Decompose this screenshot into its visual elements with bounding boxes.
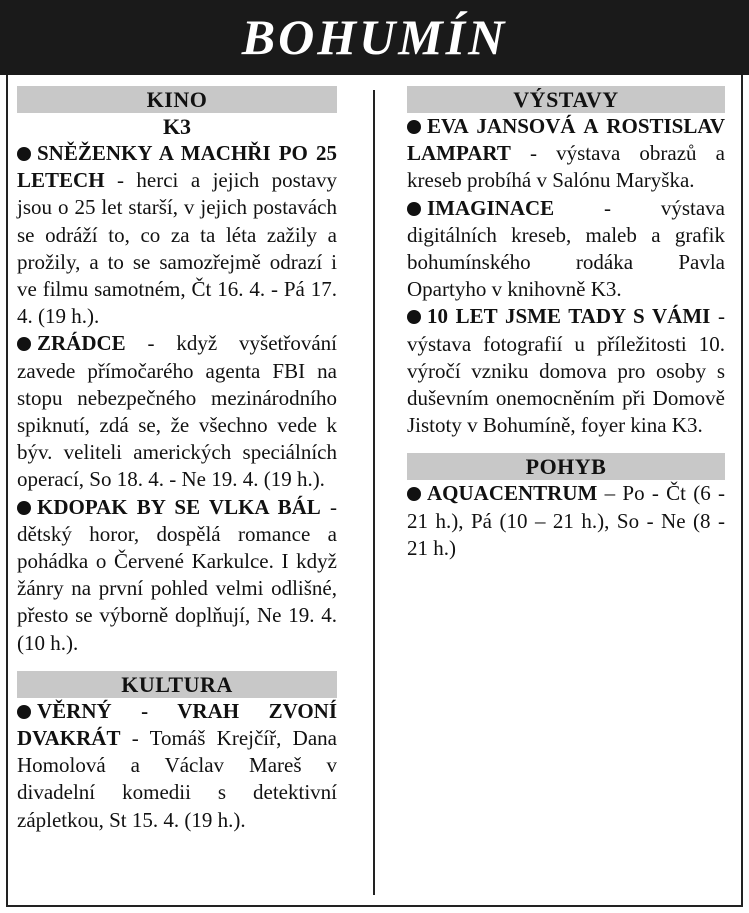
event-title: VĚRNÝ - VRAH ZVONÍ DVAKRÁT — [17, 698, 337, 751]
left-column — [17, 86, 337, 834]
event-title: 10 LET JSME TADY S VÁMI — [427, 304, 711, 329]
page-title: BOHUMÍN — [241, 9, 508, 65]
masthead — [0, 0, 749, 75]
spacer — [407, 439, 725, 453]
event-description: - Tomáš Krejčíř, Dana Homolová a Václav Mareš v divadelní komedii s detektivní zápletkou, St 15. 4. (19 h.). — [17, 726, 337, 832]
section-heading-kino: KINO — [17, 86, 337, 113]
bullet-icon — [407, 487, 421, 501]
event-description: - výstava obrazů a kreseb probíhá v Salónu Maryška. — [407, 141, 725, 193]
bullet-icon — [17, 337, 31, 351]
bullet-icon — [17, 147, 31, 161]
bullet-icon — [17, 501, 31, 515]
event-description: - když vyšetřování zavede přímočarého agenta FBI na stopu nebezpečného mezinárodního spiknutí, zdá se, že všechno vede k býv. veliteli amerických speciálních operací, So 18. 4. - Ne 19. 4. (19 h.). — [17, 331, 337, 492]
bullet-icon — [17, 705, 31, 719]
section-heading-kultura: KULTURA — [17, 671, 337, 698]
event-entry — [407, 303, 725, 439]
event-title: IMAGINACE — [427, 195, 555, 220]
event-entry — [17, 140, 337, 330]
event-description: - herci a jejich postavy jsou o 25 let starší, v jejich postavách se odráží to, co za ta léta zažily a prožily, a to se samozřejmě odrazí i ve filmu samotném, Čt 16. 4. - Pá 17. 4. (19 h.). — [17, 168, 337, 329]
event-entry — [407, 480, 725, 562]
event-description: - výstava digitálních kreseb, maleb a grafik bohumínského rodáka Pavla Opartyho v knihovně K3. — [407, 195, 725, 302]
event-title: AQUACENTRUM — [427, 481, 598, 506]
event-entry — [407, 113, 725, 195]
venue-name: K3 — [162, 114, 192, 139]
bullet-icon — [407, 310, 421, 324]
spacer — [17, 657, 337, 671]
event-description: – Po - Čt (6 - 21 h.), Pá (10 – 21 h.), So - Ne (8 - 21 h.) — [407, 481, 725, 560]
event-entry — [17, 494, 337, 657]
section-heading-pohyb: POHYB — [407, 453, 725, 480]
section-heading-vystavy: VÝSTAVY — [407, 86, 725, 113]
event-entry — [407, 195, 725, 304]
event-title: EVA JANSOVÁ A ROSTISLAV LAMPART — [407, 114, 725, 166]
event-title: SNĚŽENKY A MACHŘI PO 25 LETECH — [17, 141, 337, 193]
bullet-icon — [407, 202, 421, 216]
column-divider — [373, 90, 375, 895]
event-entry — [17, 698, 337, 834]
event-description: - výstava fotografií u příležitosti 10. výročí vzniku domova pro osoby s duševním onemocněním při Domově Jistoty v Bohumíně, foyer kina K3. — [407, 304, 725, 438]
event-title: ZRÁDCE — [37, 331, 126, 356]
bullet-icon — [407, 120, 421, 134]
event-title: KDOPAK BY SE VLKA BÁL — [37, 494, 321, 519]
event-description: - dětský horor, dospělá romance a pohádka o Červené Karkulce. I když žánry na první pohled velmi odlišné, přesto se výborně doplňují, Ne 19. 4. (10 h.). — [17, 494, 337, 655]
event-entry — [17, 330, 337, 493]
right-column — [407, 86, 725, 562]
